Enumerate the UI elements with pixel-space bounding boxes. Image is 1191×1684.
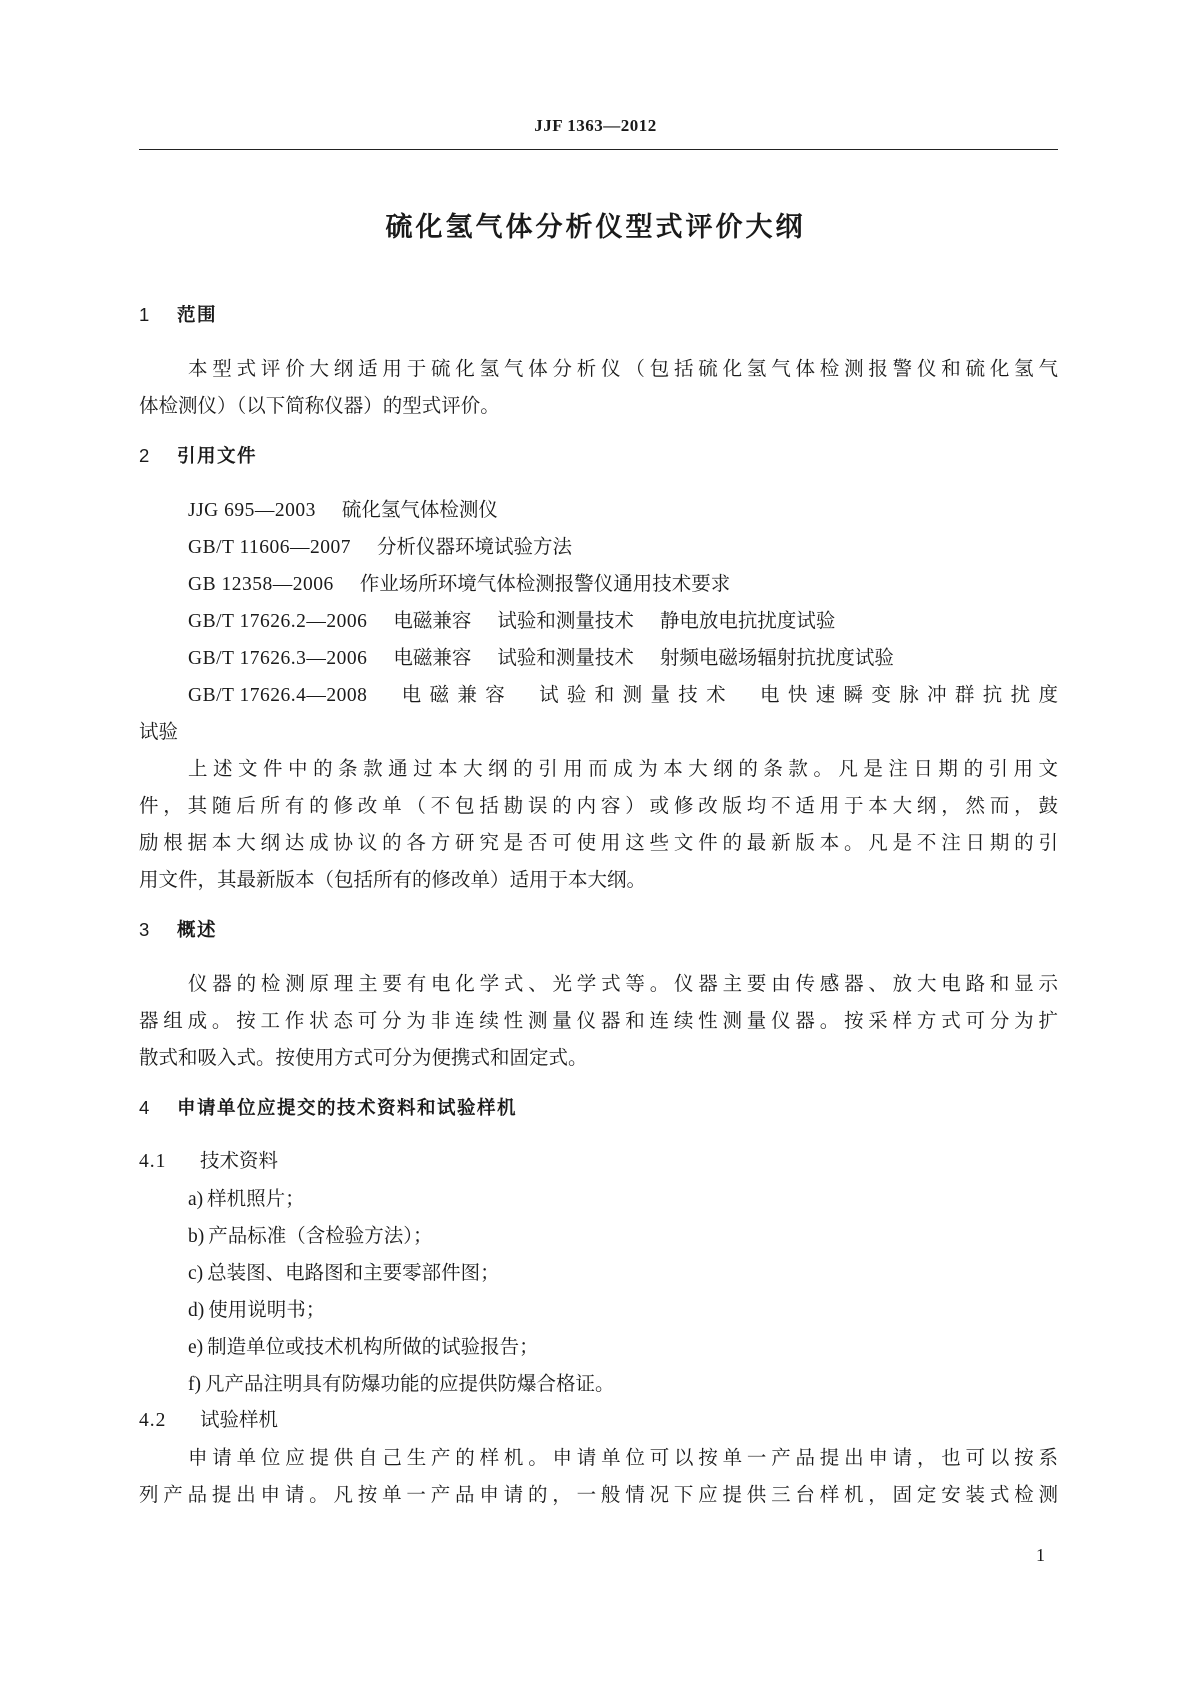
reference-code: GB/T 17626.4—2008 [188,685,368,706]
reference-title: 射频电磁场辐射抗扰度试验 [659,646,894,669]
reference-title: 试验和测量技术 [497,646,634,669]
list-text: 总装图、电路图和主要零部件图； [207,1261,500,1284]
reference-item [139,491,1058,528]
list-item [139,1291,1058,1328]
list-marker: b) [188,1226,205,1247]
reference-title: 电磁兼容 [393,646,472,669]
reference-title: 静电放电抗扰度试验 [659,609,836,632]
paragraph-line: 本型式评价大纲适用于硫化氢气体分析仪（包括硫化氢气体检测报警仪和硫化氢气 [188,357,1058,380]
list-text: 使用说明书； [208,1298,326,1321]
list-item [139,1328,1058,1365]
list-text: 制造单位或技术机构所做的试验报告； [207,1335,539,1358]
paragraph-line: 件，其随后所有的修改单（不包括勘误的内容）或修改版均不适用于本大纲，然而，鼓 [139,794,1058,817]
paragraph-line: 上述文件中的条款通过本大纲的引用而成为本大纲的条款。凡是注日期的引用文 [188,757,1058,780]
paragraph-line: 仪器的检测原理主要有电化学式、光学式等。仪器主要由传感器、放大电路和显示 [188,972,1058,995]
reference-item [139,676,1058,713]
paragraph-line: 列产品提出申请。凡按单一产品申请的，一般情况下应提供三台样机，固定安装式检测 [139,1483,1058,1506]
list-marker: d) [188,1300,205,1321]
subsection-4-2-heading [139,1402,1058,1439]
reference-title: 电磁兼容 [393,683,514,706]
list-text: 样机照片； [207,1187,305,1210]
paragraph-line: 申请单位应提供自己生产的样机。申请单位可以按单一产品提出申请，也可以按系 [188,1446,1058,1469]
subsection-title: 试验样机 [200,1410,279,1431]
reference-code: GB 12358—2006 [188,574,334,595]
reference-item [139,639,1058,676]
reference-item [139,528,1058,565]
document-body [139,296,1058,1513]
list-text: 产品标准（含检验方法）； [208,1224,433,1247]
list-marker: f) [188,1374,201,1395]
reference-title: 硫化氢气体检测仪 [341,498,498,521]
section-title: 范围 [177,305,218,326]
list-item [139,1217,1058,1254]
reference-title: 电快速瞬变脉冲群抗扰度 [760,683,1058,706]
reference-title: 分析仪器环境试验方法 [376,535,572,558]
reference-title: 试验和测量技术 [539,683,734,706]
section-number: 4 [139,1097,151,1118]
section-1-heading [139,296,1058,333]
section-3-heading [139,911,1058,948]
document-title: 硫化氢气体分析仪型式评价大纲 [385,212,806,243]
list-item [139,1365,1058,1402]
list-item [139,1254,1058,1291]
list-text: 凡产品注明具有防爆功能的应提供防爆合格证。 [205,1372,615,1395]
paragraph-line: 用文件，其最新版本（包括所有的修改单）适用于本大纲。 [139,868,647,891]
page-number: 1 [1036,1545,1045,1565]
subsection-number: 4.1 [139,1151,167,1172]
section-number: 2 [139,445,151,466]
subsection-number: 4.2 [139,1410,167,1431]
subsection-title: 技术资料 [200,1151,279,1172]
reference-code: JJG 695—2003 [188,500,316,521]
section-2-heading [139,437,1058,474]
reference-code: GB/T 11606—2007 [188,537,351,558]
list-marker: a) [188,1189,204,1210]
reference-code: GB/T 17626.2—2006 [188,611,368,632]
reference-continuation: 试验 [139,720,179,743]
list-marker: e) [188,1337,204,1358]
section-4-heading [139,1089,1058,1126]
subsection-4-1-heading [139,1143,1058,1180]
section-number: 1 [139,304,151,325]
section-title: 引用文件 [177,446,258,467]
reference-item [139,602,1058,639]
list-item [139,1180,1058,1217]
standard-code: JJF 1363—2012 [534,116,657,135]
paragraph-line: 体检测仪）（以下简称仪器）的型式评价。 [139,394,500,417]
paragraph-line: 器组成。按工作状态可分为非连续性测量仪器和连续性测量仪器。按采样方式可分为扩 [139,1009,1058,1032]
header-divider [139,149,1058,150]
reference-code: GB/T 17626.3—2006 [188,648,368,669]
section-title: 申请单位应提交的技术资料和试验样机 [177,1098,518,1119]
paragraph-line: 励根据本大纲达成协议的各方研究是否可使用这些文件的最新版本。凡是不注日期的引 [139,831,1058,854]
section-title: 概述 [177,920,218,941]
reference-title: 作业场所环境气体检测报警仪通用技术要求 [359,572,731,595]
section-number: 3 [139,919,151,940]
paragraph-line: 散式和吸入式。按使用方式可分为便携式和固定式。 [139,1046,588,1069]
reference-item [139,565,1058,602]
list-marker: c) [188,1263,204,1284]
reference-title: 电磁兼容 [393,609,472,632]
reference-title: 试验和测量技术 [497,609,634,632]
